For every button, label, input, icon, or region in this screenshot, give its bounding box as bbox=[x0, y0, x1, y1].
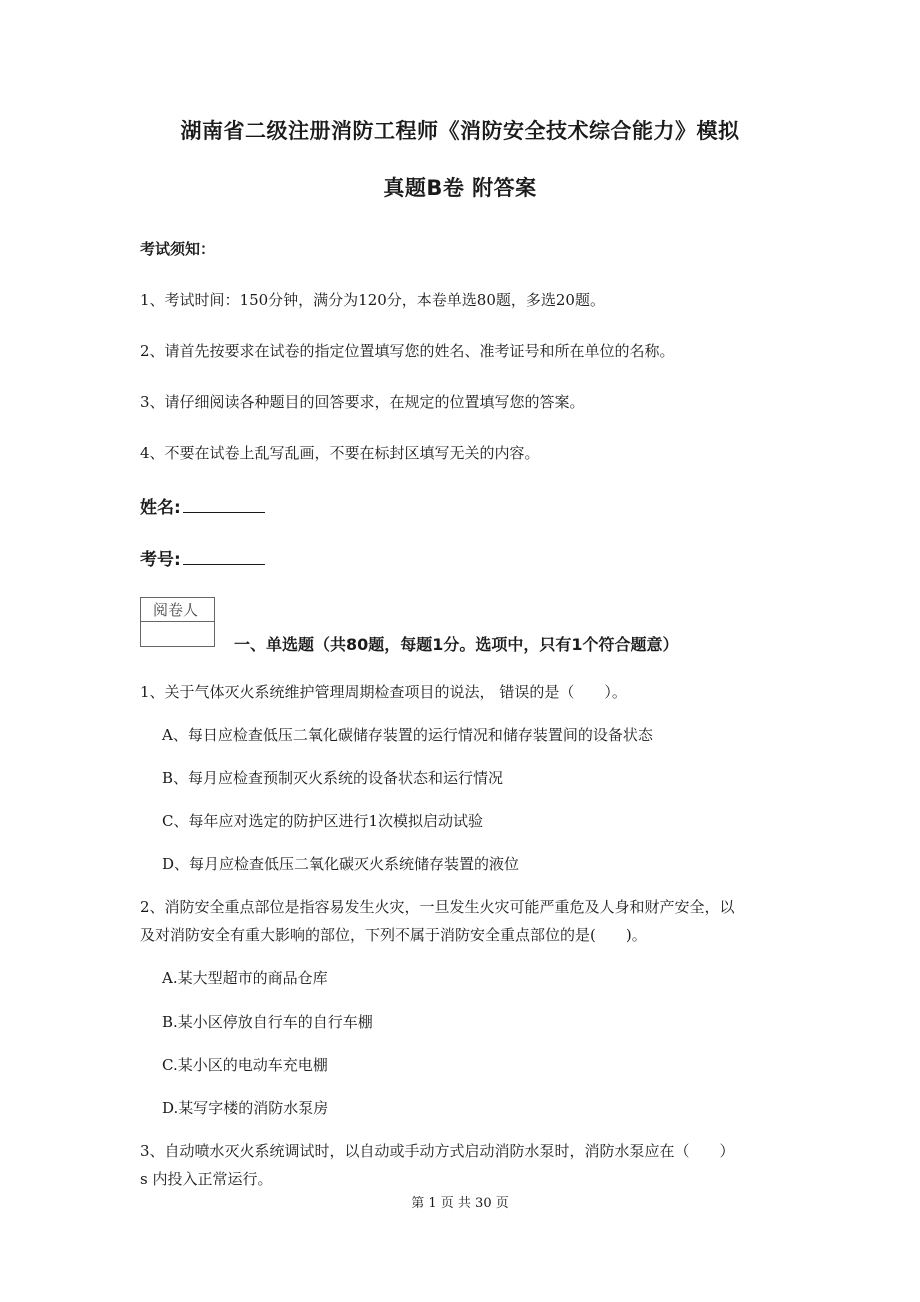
notice-item: 4、不要在试卷上乱写乱画，不要在标封区填写无关的内容。 bbox=[140, 444, 540, 462]
notice-item: 1、考试时间：150分钟，满分为120分，本卷单选80题，多选20题。 bbox=[140, 291, 605, 309]
id-field[interactable] bbox=[140, 545, 265, 570]
name-field[interactable] bbox=[140, 493, 265, 518]
question-option[interactable]: B.某小区停放自行车的自行车棚 bbox=[162, 1013, 373, 1031]
grader-box bbox=[140, 597, 215, 647]
question-stem: 1、关于气体灭火系统维护管理周期检查项目的说法， 错误的是（ ）。 bbox=[140, 683, 627, 701]
notice-item: 2、请首先按要求在试卷的指定位置填写您的姓名、准考证号和所在单位的名称。 bbox=[140, 342, 675, 360]
question-option[interactable]: A.某大型超市的商品仓库 bbox=[162, 969, 328, 987]
grader-signature-cell[interactable] bbox=[141, 622, 214, 645]
document-title-line1: 湖南省二级注册消防工程师《消防安全技术综合能力》模拟 bbox=[180, 119, 740, 143]
notice-item: 3、请仔细阅读各种题目的回答要求，在规定的位置填写您的答案。 bbox=[140, 393, 585, 411]
question-option[interactable]: D、每月应检查低压二氧化碳灭火系统储存装置的液位 bbox=[162, 855, 520, 873]
question-option[interactable]: C.某小区的电动车充电棚 bbox=[162, 1056, 328, 1074]
question-stem: 2、消防安全重点部位是指容易发生火灾，一旦发生火灾可能严重危及人身和财产安全，以 bbox=[140, 898, 735, 916]
question-option[interactable]: A、每日应检查低压二氧化碳储存装置的运行情况和储存装置间的设备状态 bbox=[162, 726, 653, 744]
question-stem: 及对消防安全有重大影响的部位，下列不属于消防安全重点部位的是( )。 bbox=[140, 926, 647, 944]
question-option[interactable]: D.某写字楼的消防水泵房 bbox=[162, 1099, 329, 1117]
question-stem: 3、自动喷水灭火系统调试时，以自动或手动方式启动消防水泵时，消防水泵应在（ ） bbox=[140, 1142, 735, 1160]
question-option[interactable]: C、每年应对选定的防护区进行1次模拟启动试验 bbox=[162, 812, 484, 830]
id-blank-line[interactable] bbox=[183, 550, 265, 565]
name-blank-line[interactable] bbox=[183, 498, 265, 513]
question-option[interactable]: B、每月应检查预制灭火系统的设备状态和运行情况 bbox=[162, 769, 504, 787]
section-heading: 一、单选题（共80题，每题1分。选项中，只有1个符合题意） bbox=[234, 635, 679, 654]
question-stem: s 内投入正常运行。 bbox=[140, 1170, 273, 1188]
name-label: 姓名: bbox=[140, 498, 181, 518]
grader-label: 阅卷人 bbox=[141, 598, 214, 622]
page-number: 第 1 页 共 30 页 bbox=[411, 1196, 509, 1211]
notice-heading: 考试须知： bbox=[140, 240, 216, 258]
document-title-line2: 真题B卷 附答案 bbox=[383, 176, 537, 200]
id-label: 考号: bbox=[140, 550, 181, 570]
